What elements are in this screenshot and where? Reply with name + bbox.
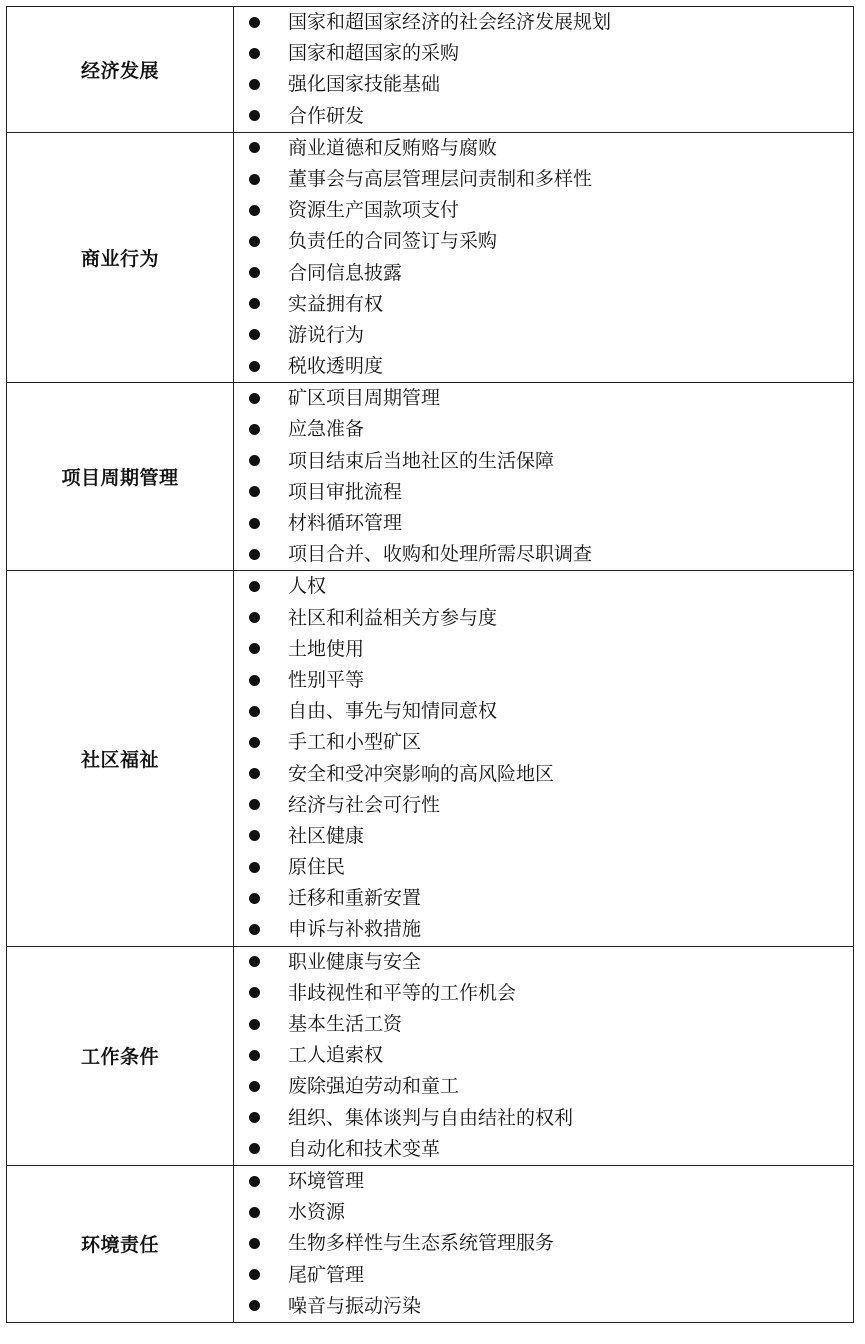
list-item <box>234 539 853 570</box>
bullet-icon <box>249 1143 260 1154</box>
category-label: 经济发展 <box>80 59 159 82</box>
list-item-text: 人权 <box>288 575 327 598</box>
list-item-text: 生物多样性与生态系统管理服务 <box>288 1232 555 1255</box>
list-item-text: 废除强迫劳动和童工 <box>288 1075 460 1098</box>
topics-table <box>6 6 854 1323</box>
list-item-text: 水资源 <box>288 1201 346 1224</box>
list-item-text: 组织、集体谈判与自由结社的权利 <box>288 1106 574 1129</box>
list-item-text: 资源生产国款项支付 <box>288 199 460 222</box>
category-cell <box>7 383 234 571</box>
table-row <box>7 383 854 571</box>
list-item <box>234 258 853 289</box>
list-item-text: 原住民 <box>288 856 346 879</box>
bullet-icon <box>249 518 260 529</box>
list-item <box>234 477 853 508</box>
list-item <box>234 947 853 978</box>
bullet-icon <box>249 643 260 654</box>
bullet-icon <box>249 1176 260 1187</box>
bullet-icon <box>249 236 260 247</box>
list-item <box>234 195 853 226</box>
bullet-icon <box>249 1019 260 1030</box>
list-item-text: 土地使用 <box>288 637 365 660</box>
items-cell <box>234 132 854 383</box>
list-item-text: 环境管理 <box>288 1169 365 1192</box>
list-item-text: 项目合并、收购和处理所需尽职调查 <box>288 543 593 566</box>
bullet-icon <box>249 1238 260 1249</box>
list-item-text: 基本生活工资 <box>288 1013 403 1035</box>
list-item-text: 社区和利益相关方参与度 <box>288 606 498 629</box>
list-item-text: 强化国家技能基础 <box>288 73 441 96</box>
list-item-text: 项目审批流程 <box>288 480 403 503</box>
bullet-icon <box>249 267 260 278</box>
list-item-text: 游说行为 <box>288 323 365 346</box>
list-item-text: 职业健康与安全 <box>288 950 422 973</box>
bullet-icon <box>249 455 260 466</box>
list-item-text: 矿区项目周期管理 <box>288 387 441 410</box>
list-item-text: 董事会与高层管理层问责制和多样性 <box>288 167 593 190</box>
table-body <box>7 7 854 1323</box>
list-item <box>234 226 853 257</box>
list-item <box>234 1260 853 1291</box>
table-row <box>7 7 854 133</box>
category-cell <box>7 571 234 946</box>
list-item-text: 商业道德和反贿赂与腐败 <box>288 136 498 159</box>
list-item-text: 国家和超国家经济的社会经济发展规划 <box>288 11 612 33</box>
list-item <box>234 1103 853 1134</box>
list-item <box>234 164 853 195</box>
category-label: 环境责任 <box>80 1234 159 1257</box>
bullet-icon <box>249 174 260 185</box>
items-cell <box>234 7 854 133</box>
list-item <box>234 978 853 1009</box>
list-item <box>234 383 853 414</box>
list-item-text: 材料循环管理 <box>288 512 403 534</box>
list-item <box>234 571 853 602</box>
list-item <box>234 320 853 351</box>
items-cell <box>234 383 854 571</box>
list-item-text: 应急准备 <box>288 418 365 441</box>
bullet-icon <box>249 298 260 309</box>
table-row <box>7 946 854 1165</box>
bullet-icon <box>249 79 260 90</box>
list-item <box>234 133 853 164</box>
category-label: 项目周期管理 <box>61 467 179 490</box>
table-row <box>7 1165 854 1322</box>
table-row <box>7 571 854 946</box>
bullet-list <box>234 383 853 570</box>
bullet-icon <box>249 893 260 904</box>
bullet-icon <box>249 799 260 810</box>
bullet-icon <box>249 486 260 497</box>
bullet-icon <box>249 1081 260 1092</box>
list-item <box>234 446 853 477</box>
bullet-icon <box>249 1300 260 1311</box>
list-item-text: 工人追索权 <box>288 1044 384 1067</box>
bullet-list <box>234 7 853 132</box>
list-item-text: 迁移和重新安置 <box>288 887 422 910</box>
list-item <box>234 727 853 758</box>
list-item-text: 实益拥有权 <box>288 292 384 315</box>
category-cell <box>7 132 234 383</box>
list-item-text: 项目结束后当地社区的生活保障 <box>288 449 555 472</box>
list-item <box>234 69 853 100</box>
items-cell <box>234 1165 854 1322</box>
list-item <box>234 7 853 38</box>
bullet-icon <box>249 361 260 372</box>
bullet-icon <box>249 48 260 59</box>
list-item <box>234 821 853 852</box>
category-label: 商业行为 <box>80 248 159 270</box>
bullet-icon <box>249 706 260 717</box>
bullet-icon <box>249 1112 260 1123</box>
bullet-icon <box>249 987 260 998</box>
list-item <box>234 634 853 665</box>
list-item-text: 社区健康 <box>288 824 365 847</box>
bullet-icon <box>249 768 260 779</box>
list-item <box>234 790 853 821</box>
list-item <box>234 1134 853 1165</box>
category-cell <box>7 946 234 1165</box>
list-item <box>234 883 853 914</box>
category-label: 社区福祉 <box>80 749 159 771</box>
bullet-icon <box>249 1269 260 1280</box>
list-item-text: 自动化和技术变革 <box>288 1137 441 1160</box>
list-item <box>234 508 853 539</box>
list-item <box>234 665 853 696</box>
bullet-icon <box>249 675 260 686</box>
bullet-icon <box>249 862 260 873</box>
items-cell <box>234 571 854 946</box>
bullet-icon <box>249 393 260 404</box>
bullet-icon <box>249 424 260 435</box>
list-item-text: 负责任的合同签订与采购 <box>288 230 498 253</box>
list-item-text: 安全和受冲突影响的高风险地区 <box>288 762 555 785</box>
list-item <box>234 289 853 320</box>
list-item-text: 非歧视性和平等的工作机会 <box>288 981 517 1004</box>
list-item <box>234 1040 853 1071</box>
category-cell <box>7 7 234 133</box>
bullet-icon <box>249 612 260 623</box>
bullet-icon <box>249 924 260 935</box>
bullet-icon <box>249 205 260 216</box>
list-item <box>234 603 853 634</box>
list-item-text: 自由、事先与知情同意权 <box>288 700 498 723</box>
list-item <box>234 414 853 445</box>
list-item-text: 手工和小型矿区 <box>288 731 422 754</box>
list-item-text: 税收透明度 <box>288 355 384 378</box>
bullet-icon <box>249 830 260 841</box>
list-item <box>234 1009 853 1040</box>
bullet-icon <box>249 329 260 340</box>
bullet-icon <box>249 549 260 560</box>
category-label: 工作条件 <box>80 1046 159 1069</box>
bullet-icon <box>249 142 260 153</box>
list-item-text: 申诉与补救措施 <box>288 918 422 941</box>
list-item <box>234 759 853 790</box>
bullet-icon <box>249 110 260 121</box>
list-item-text: 合同信息披露 <box>288 261 403 284</box>
list-item <box>234 1166 853 1197</box>
list-item-text: 合作研发 <box>288 104 365 127</box>
list-item <box>234 914 853 945</box>
table-row <box>7 132 854 383</box>
list-item <box>234 1228 853 1259</box>
list-item <box>234 852 853 883</box>
list-item-text: 性别平等 <box>288 668 365 691</box>
category-cell <box>7 1165 234 1322</box>
bullet-icon <box>249 17 260 28</box>
bullet-list <box>234 571 853 945</box>
bullet-icon <box>249 956 260 967</box>
list-item <box>234 1197 853 1228</box>
list-item <box>234 1291 853 1322</box>
list-item <box>234 351 853 382</box>
bullet-icon <box>249 1050 260 1061</box>
bullet-list <box>234 947 853 1165</box>
list-item-text: 经济与社会可行性 <box>288 793 441 816</box>
list-item <box>234 101 853 132</box>
list-item <box>234 1071 853 1102</box>
bullet-list <box>234 133 853 383</box>
bullet-icon <box>249 1207 260 1218</box>
bullet-list <box>234 1166 853 1322</box>
list-item <box>234 696 853 727</box>
bullet-icon <box>249 581 260 592</box>
list-item-text: 尾矿管理 <box>288 1263 365 1286</box>
bullet-icon <box>249 737 260 748</box>
list-item-text: 噪音与振动污染 <box>288 1294 422 1317</box>
list-item-text: 国家和超国家的采购 <box>288 42 460 65</box>
items-cell <box>234 946 854 1165</box>
list-item <box>234 38 853 69</box>
